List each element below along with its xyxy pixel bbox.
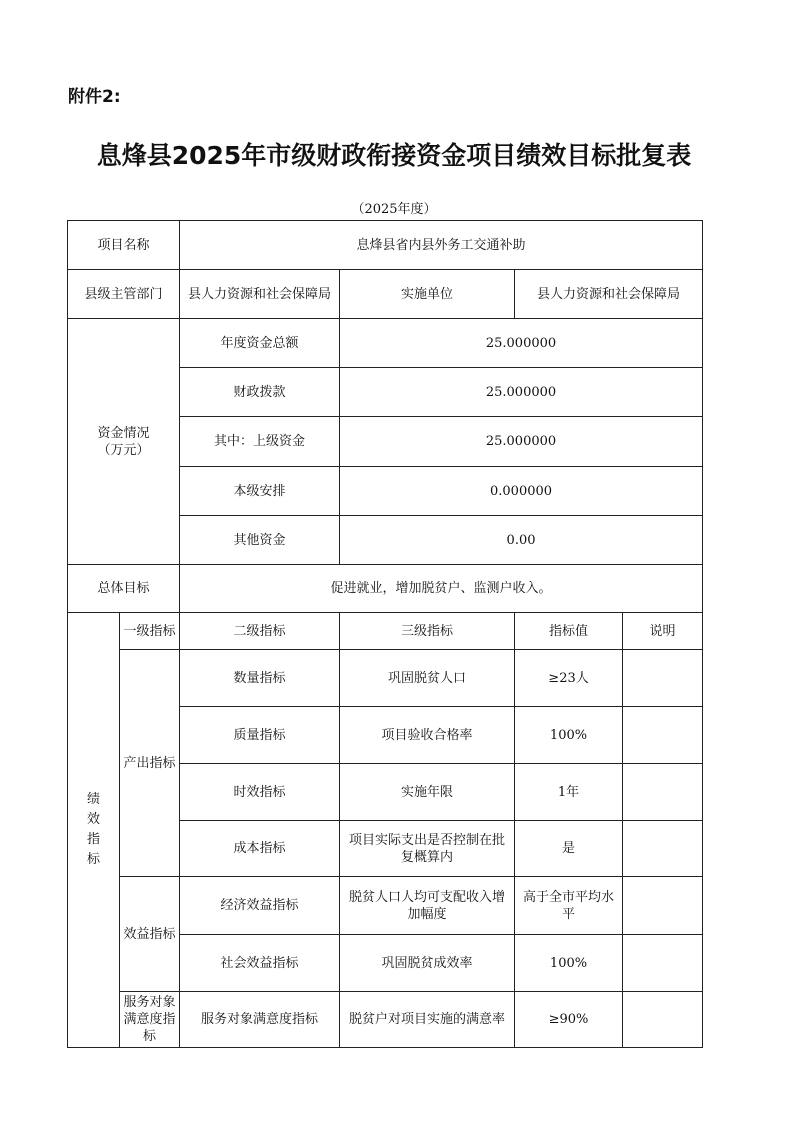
funds-item-value: 0.00 (340, 516, 703, 565)
performance-label-char: 标 (86, 852, 100, 867)
indicator-level2: 经济效益指标 (180, 877, 340, 935)
header-level3: 三级指标 (340, 613, 515, 650)
indicator-level2: 服务对象满意度指标 (180, 992, 340, 1048)
indicator-level3: 脱贫户对项目实施的满意率 (340, 992, 515, 1048)
indicator-level3: 巩固脱贫成效率 (340, 935, 515, 992)
funds-item-label: 其中：上级资金 (180, 417, 340, 467)
indicator-value: ≥90% (515, 992, 623, 1048)
indicator-note (623, 707, 703, 764)
funds-item-label: 其他资金 (180, 516, 340, 565)
attachment-label: 附件2: (68, 87, 121, 107)
group-label-satisfaction: 服务对象满意度指标 (120, 992, 180, 1048)
funds-item-value: 25.000000 (340, 368, 703, 417)
group-label-benefit: 效益指标 (120, 877, 180, 992)
funds-item-label: 本级安排 (180, 467, 340, 516)
funds-item-label: 年度资金总额 (180, 319, 340, 368)
project-name-label: 项目名称 (68, 221, 180, 270)
funds-row (68, 319, 703, 368)
page-title: 息烽县2025年市级财政衔接资金项目绩效目标批复表 (96, 141, 692, 170)
approval-table (67, 220, 703, 1048)
funds-item-label: 财政拨款 (180, 368, 340, 417)
indicator-value: 1年 (515, 764, 623, 821)
indicator-row (68, 877, 703, 935)
fiscal-year: （2025年度） (351, 202, 437, 217)
indicator-value: 100% (515, 707, 623, 764)
indicator-header-row (68, 613, 703, 650)
overall-goal-row (68, 565, 703, 613)
department-row (68, 270, 703, 319)
indicator-level3: 巩固脱贫人口 (340, 650, 515, 707)
indicator-row (68, 992, 703, 1048)
department-value: 县人力资源和社会保障局 (180, 270, 340, 319)
indicator-row (68, 650, 703, 707)
funds-item-value: 25.000000 (340, 417, 703, 467)
header-value: 指标值 (515, 613, 623, 650)
indicator-level2: 时效指标 (180, 764, 340, 821)
indicator-value: 100% (515, 935, 623, 992)
project-name-row (68, 221, 703, 270)
overall-goal-label: 总体目标 (68, 565, 180, 613)
indicator-level3: 项目验收合格率 (340, 707, 515, 764)
performance-label (68, 613, 120, 1048)
indicator-level3: 脱贫人口人均可支配收入增加幅度 (340, 877, 515, 935)
implementing-unit-label: 实施单位 (340, 270, 515, 319)
indicator-value: 高于全市平均水平 (515, 877, 623, 935)
indicator-note (623, 935, 703, 992)
header-level2: 二级指标 (180, 613, 340, 650)
funds-label-line2: （万元） (97, 442, 150, 458)
indicator-value: ≥23人 (515, 650, 623, 707)
indicator-level3: 项目实际支出是否控制在批复概算内 (340, 821, 515, 877)
group-label-output: 产出指标 (120, 650, 180, 877)
indicator-value: 是 (515, 821, 623, 877)
performance-label-char: 效 (86, 812, 100, 827)
header-note: 说明 (623, 613, 703, 650)
implementing-unit-value: 县人力资源和社会保障局 (515, 270, 703, 319)
indicator-level3: 实施年限 (340, 764, 515, 821)
indicator-note (623, 650, 703, 707)
indicator-level2: 成本指标 (180, 821, 340, 877)
department-label: 县级主管部门 (68, 270, 180, 319)
indicator-note (623, 877, 703, 935)
performance-label-char: 指 (86, 832, 100, 847)
indicator-note (623, 764, 703, 821)
funds-item-value: 25.000000 (340, 319, 703, 368)
indicator-note (623, 821, 703, 877)
indicator-note (623, 992, 703, 1048)
indicator-level2: 社会效益指标 (180, 935, 340, 992)
indicator-level2: 质量指标 (180, 707, 340, 764)
header-level1: 一级指标 (120, 613, 180, 650)
performance-label-char: 绩 (86, 792, 100, 807)
funds-label (68, 319, 180, 565)
indicator-level2: 数量指标 (180, 650, 340, 707)
funds-item-value: 0.000000 (340, 467, 703, 516)
funds-label-line1: 资金情况 (97, 425, 150, 441)
project-name-value: 息烽县省内县外务工交通补助 (180, 221, 703, 270)
overall-goal-value: 促进就业，增加脱贫户、监测户收入。 (180, 565, 703, 613)
